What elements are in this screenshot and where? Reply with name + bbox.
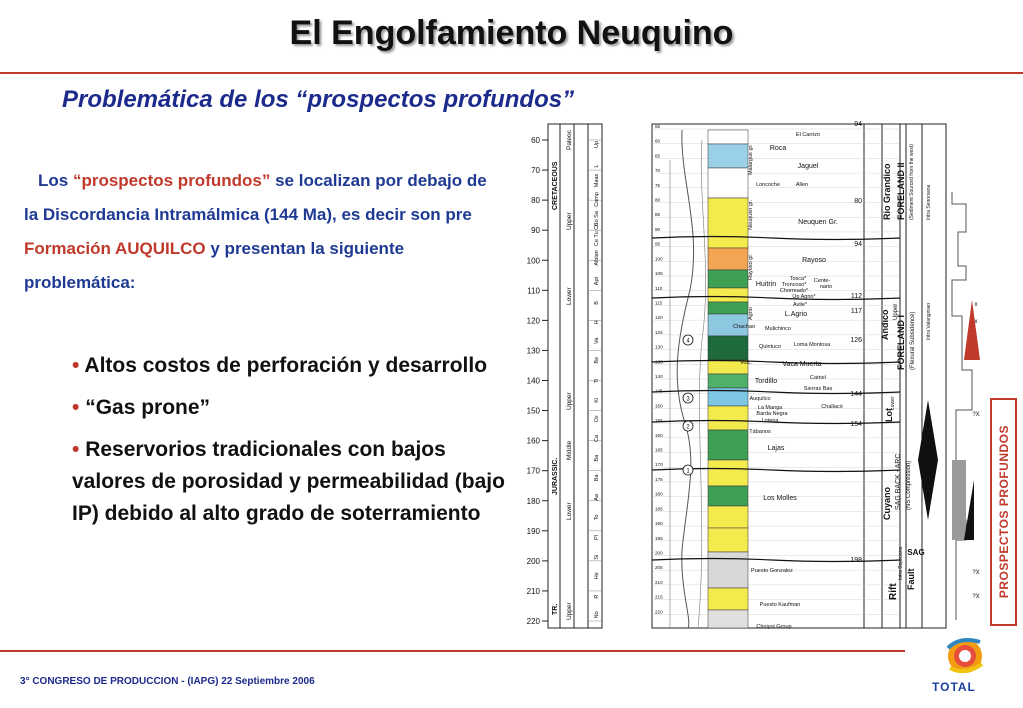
depth-scale-label: 100 — [655, 256, 663, 262]
lithology-layer — [708, 168, 748, 198]
depth-scale-label: 70 — [655, 168, 661, 174]
formation-label: El Carrizo — [795, 132, 821, 138]
age-tick-label: 190 — [526, 526, 540, 536]
lithology-layer — [708, 198, 748, 248]
tectonic-label: SAG BACK - ARC — [895, 453, 902, 510]
cycle-number: 3 — [686, 396, 690, 403]
depth-scale-label: 195 — [655, 535, 663, 541]
formation-label: Volc. — [740, 360, 752, 366]
depth-scale-label: 185 — [655, 506, 663, 512]
formation-label: Neuquen Gr. — [798, 219, 838, 226]
depth-scale-label: 160 — [655, 432, 663, 438]
bullet-text: Altos costos de perforación y desarrollo — [84, 354, 488, 377]
boundary-age: 117 — [850, 308, 862, 315]
stage-label: R — [594, 594, 600, 599]
stage-label: Ki — [594, 397, 600, 403]
side-mark: ?X — [972, 594, 980, 600]
age-tick-label: 140 — [526, 376, 540, 386]
stage-label: Ce Tu Co — [594, 222, 600, 246]
bullet-text: “Gas prone” — [85, 396, 211, 419]
depth-scale-label: 60 — [655, 138, 661, 144]
stage-label: No — [594, 611, 600, 619]
epoch-label: Middle — [566, 440, 573, 460]
intro-highlight-2: Formación AUQUILCO — [24, 239, 206, 258]
depth-scale-label: 150 — [655, 403, 663, 409]
tectonic-label: Intra Bajociana — [898, 546, 904, 580]
stage-label: Aa — [594, 494, 600, 501]
depth-scale-label: 165 — [655, 447, 663, 453]
formation-label: Auquilco — [749, 396, 771, 402]
stage-label: Apt — [594, 276, 600, 286]
formation-label: Mulichinco — [765, 326, 791, 332]
formation-label: Puesto Gonzalez — [751, 568, 793, 574]
lithology-layer — [708, 288, 748, 302]
depth-scale-label: 220 — [655, 609, 663, 615]
formation-label: Cente- — [813, 278, 831, 284]
subsidence-stair-plot — [952, 192, 972, 620]
formation-label: Los Molles — [763, 495, 797, 502]
formation-label: Avile* — [793, 302, 807, 308]
depth-scale-label: 110 — [655, 285, 663, 291]
stage-label: Ti — [594, 378, 600, 384]
stage-label: Ba — [594, 474, 600, 482]
cycle-number: 1 — [686, 468, 690, 475]
unconformity-line — [652, 237, 900, 240]
stage-label: To — [594, 514, 600, 521]
age-tick-label: 160 — [526, 436, 540, 446]
depth-scale-label: 85 — [655, 212, 661, 218]
depth-scale-label: 135 — [655, 359, 663, 365]
lithology-layer — [708, 130, 748, 144]
depth-scale-label: 125 — [655, 329, 663, 335]
age-tick-label: 180 — [526, 496, 540, 506]
bullet-dot-icon: • — [72, 354, 85, 377]
group-label: Agrio — [748, 307, 754, 320]
lithology-layer — [708, 588, 748, 610]
formation-label: Tosca* — [789, 276, 807, 282]
slide-title: El Engolfamiento Neuquino — [289, 14, 734, 52]
stratigraphic-chart — [512, 120, 990, 635]
epoch-label: Upper — [566, 602, 573, 620]
formation-label: Vaca Muerta — [782, 361, 822, 368]
epoch-label: Lower — [566, 287, 573, 305]
formation-label: Chorreado* — [779, 288, 809, 294]
tectonic-label: Rio Grandico — [882, 163, 892, 220]
tectonic-label: Intra Senoniana — [926, 184, 932, 220]
formation-label: Up Agrio* — [792, 294, 816, 300]
depth-scale-label: 95 — [655, 241, 661, 247]
slide-subtitle: Problemática de los “prospectos profundos” — [62, 86, 575, 113]
cycle-number: 2 — [686, 424, 690, 431]
age-tick-label: 100 — [526, 256, 540, 266]
lithology-layer — [708, 460, 748, 486]
tectonic-label: Rift — [888, 583, 899, 600]
depth-scale-label: 170 — [655, 462, 663, 468]
period-label: TR. — [552, 603, 559, 615]
formation-label: Lajas — [767, 445, 785, 452]
tectonic-label: Lower — [890, 396, 896, 410]
stage-label: Maas — [594, 173, 600, 188]
intro-highlight-1: “prospectos profundos” — [72, 171, 271, 190]
boundary-age: 126 — [850, 337, 862, 344]
prospectos-profundos-label: PROSPECTOS PROFUNDOS — [996, 425, 1011, 599]
tectonic-label: SAG — [907, 548, 925, 557]
tectonic-label: Upper — [893, 303, 899, 320]
tectonic-label: Lot — [884, 408, 894, 422]
group-label: Malargue gr. — [748, 144, 754, 175]
stage-label: B — [594, 301, 600, 305]
formation-label: Choiyoi Group — [756, 624, 792, 630]
formation-label: La Manga — [757, 405, 783, 411]
stage-label: Ba — [594, 454, 600, 462]
total-logo-text: TOTAL — [932, 680, 976, 694]
intro-text-2: se localizan por debajo de la Discordancia Intramálmica (144 Ma), es decir son pre — [24, 171, 487, 224]
tectonic-label: Cuyano — [882, 486, 892, 520]
lithology-layer — [708, 248, 748, 270]
lithology-layer — [708, 406, 748, 430]
log-curve-2 — [698, 140, 706, 628]
top-divider — [0, 72, 1023, 74]
depth-scale-label: 80 — [655, 197, 661, 203]
depth-scale-label: 65 — [655, 153, 661, 159]
boundary-age: 144 — [850, 391, 862, 398]
depth-scale-label: 120 — [655, 315, 663, 321]
formation-label: Roca — [769, 145, 787, 152]
period-label: CRETACEOUS — [552, 161, 559, 210]
epoch-label: Paleoc — [566, 130, 573, 150]
side-mark: ?X — [972, 412, 980, 418]
depth-scale-label: 180 — [655, 491, 663, 497]
boundary-age: 80 — [854, 198, 862, 205]
depth-scale-label: 190 — [655, 521, 663, 527]
depth-scale-label: 55 — [655, 124, 661, 129]
unconformity-line — [652, 559, 900, 562]
bullet-item — [72, 350, 512, 382]
depth-scale-label: 210 — [655, 579, 663, 585]
bullet-text: Reservorios tradicionales con bajos valores de porosidad y permeabilidad (bajo IP) debido al alto grado de soterramiento — [72, 438, 505, 525]
footer-text: 3° CONGRESO DE PRODUCCION - (IAPG) 22 Septiembre 2006 — [20, 676, 315, 687]
formation-label: Challacó — [821, 404, 843, 410]
formation-label: Barda Negra — [756, 411, 788, 417]
bottom-divider — [0, 650, 905, 652]
formation-label: Lotena — [761, 418, 779, 424]
age-tick-label: 150 — [526, 406, 540, 416]
depth-scale-label: 155 — [655, 418, 663, 424]
depth-scale-label: 205 — [655, 565, 663, 571]
side-mark: x — [974, 302, 978, 308]
depth-scale-label: 200 — [655, 550, 663, 556]
intro-paragraph — [24, 164, 494, 300]
formation-label: Sierras Bas — [803, 386, 833, 392]
stage-label: Ox — [594, 415, 600, 423]
boundary-age: 94 — [854, 121, 862, 128]
formation-label: Catriel — [810, 375, 826, 381]
epoch-label: Upper — [566, 212, 573, 230]
stage-label: Up — [594, 140, 600, 148]
depth-scale-label: 175 — [655, 476, 663, 482]
tectonic-label: (Sediment Sourced from the west) — [909, 144, 915, 220]
depth-scale-label: 130 — [655, 344, 663, 350]
age-tick-label: 80 — [531, 196, 540, 206]
tectonic-label: Fault — [906, 568, 916, 590]
age-tick-label: 170 — [526, 466, 540, 476]
formation-label: Quintuco — [758, 344, 782, 350]
boundary-age: 94 — [854, 241, 862, 248]
group-label: Rayoso gr. — [748, 253, 754, 280]
formation-label: Tábanos — [749, 429, 771, 435]
group-label: Neuquen gr. — [748, 200, 754, 230]
tectonic-label: Andico — [880, 309, 890, 340]
period-label: JURASSIC. — [552, 457, 559, 495]
formation-label: Jaguel — [797, 163, 819, 170]
tectonic-label: (Flexural Subsidence) — [910, 311, 916, 370]
depth-scale-label: 215 — [655, 594, 663, 600]
lithology-layer — [708, 302, 748, 314]
intro-text-3: y presentan la siguiente problemática: — [24, 239, 405, 292]
lithology-layer — [708, 528, 748, 552]
stage-label: Co Sa — [594, 211, 600, 227]
stage-label: Pl — [594, 535, 600, 540]
age-tick-label: 200 — [526, 556, 540, 566]
depth-scale-label: 145 — [655, 388, 663, 394]
depth-scale-label: 115 — [655, 300, 663, 306]
epoch-label: Upper — [566, 392, 573, 410]
tectonic-label: FORELAND II — [896, 162, 906, 220]
bullet-dot-icon: • — [72, 396, 86, 419]
age-tick-label: 110 — [527, 286, 540, 296]
age-tick-label: 130 — [526, 346, 540, 356]
stage-label: H — [594, 320, 600, 325]
formation-label: nario — [819, 284, 833, 290]
age-tick-label: 120 — [526, 316, 540, 326]
tectonic-label: FORELAND I — [896, 315, 906, 370]
prospectos-profundos-box — [990, 398, 1017, 626]
bullet-dot-icon: • — [72, 438, 86, 461]
formation-label: Allen — [795, 182, 809, 188]
age-tick-label: 70 — [531, 166, 540, 176]
lithology-layer — [708, 430, 748, 460]
age-tick-label: 90 — [531, 226, 540, 236]
formation-label: L.Agrio — [784, 311, 808, 318]
age-tick-label: 210 — [526, 586, 540, 596]
cycle-number: 4 — [686, 338, 690, 345]
tectonic-label: (NS Compression) — [906, 460, 912, 510]
age-tick-label: 220 — [526, 617, 540, 626]
tectonic-label: Intra Valanginian — [926, 302, 932, 340]
stage-label: Va — [594, 337, 600, 344]
formation-label: Puesto Kaufman — [759, 602, 801, 608]
formation-label: Loma Montosa — [793, 342, 831, 348]
lithology-layer — [708, 270, 748, 288]
side-mark: x — [974, 319, 978, 325]
formation-label: Troncoso* — [781, 282, 807, 288]
intro-text-1: Los — [38, 171, 73, 190]
formation-label: Rayoso — [802, 257, 826, 264]
lithology-layer — [708, 374, 748, 388]
depth-scale-label: 140 — [655, 374, 663, 379]
red-arrow-icon — [964, 300, 980, 360]
depth-scale-label: 90 — [655, 226, 661, 232]
side-mark: ?X — [972, 570, 980, 576]
unconformity-line — [652, 297, 900, 300]
stage-label: He — [594, 572, 600, 580]
bullet-item — [72, 434, 512, 530]
bullet-list — [72, 350, 512, 540]
lithology-layer — [708, 506, 748, 528]
stage-label: Camp — [594, 192, 600, 207]
lithology-layer — [708, 144, 748, 168]
depth-scale-label: 75 — [655, 182, 661, 188]
boundary-age: 154 — [850, 421, 862, 428]
subsidence-fill — [952, 460, 966, 540]
lithology-layer — [708, 552, 748, 588]
formation-label: Tordillo — [754, 378, 778, 385]
formation-label: Huitrin — [755, 281, 777, 288]
lithology-layer — [708, 610, 748, 628]
lithology-layer — [708, 486, 748, 506]
formation-label: Loncoche — [756, 182, 780, 188]
bullet-item — [72, 392, 512, 424]
epoch-label: Lower — [566, 502, 573, 520]
lithology-layer — [708, 336, 748, 360]
boundary-age: 198 — [850, 557, 862, 564]
black-diamond-icon — [918, 400, 938, 520]
formation-label: Chachao — [732, 324, 756, 330]
stage-label: L — [594, 164, 600, 168]
boundary-age: 112 — [850, 293, 862, 300]
stage-label: Be — [594, 356, 600, 364]
unconformity-line — [652, 361, 900, 364]
stage-label: Albian — [594, 250, 600, 266]
stage-label: Si — [594, 554, 600, 560]
stage-label: Ca — [594, 434, 600, 442]
age-tick-label: 60 — [531, 136, 540, 145]
depth-scale-label: 105 — [655, 271, 663, 277]
